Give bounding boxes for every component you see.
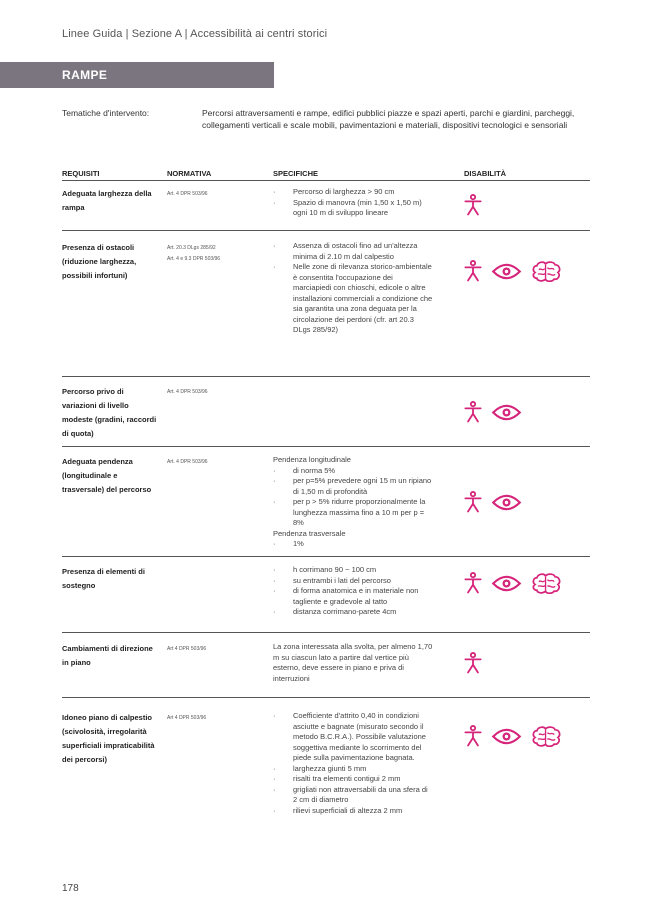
- disability-icons: [464, 194, 482, 216]
- spec-heading: Pendenza longitudinale: [273, 455, 351, 464]
- normativa: Art 4 DPR 503/96: [167, 715, 207, 721]
- disability-icons: [464, 725, 562, 747]
- spec-item: · Assenza di ostacoli fino ad un'altezza minima di 2.10 m dal calpestio: [273, 241, 433, 262]
- eye-icon: [491, 727, 522, 746]
- requisito: Adeguata larghezza della rampa: [62, 189, 152, 212]
- spec-item: · per p=5% prevedere ogni 15 m un ripiano di 1,50 m di profondità: [273, 476, 433, 497]
- specifiche: [273, 711, 433, 816]
- row-divider: [62, 446, 590, 447]
- specifiche: [273, 455, 433, 550]
- specifiche: [273, 187, 433, 219]
- person-icon: [464, 652, 482, 674]
- spec-item: · Coefficiente d'attrito 0,40 in condizioni asciutte e bagnate (misurato secondo il metodo B.C.R.A.). Possibile valutazione soggettiva mediante lo scorrimento del piede sulla pavimentazione bagnata.: [273, 711, 433, 764]
- requisito: Idoneo piano di calpestio (scivolosità, irregolarità superficiali impraticabilità dei percorsi): [62, 713, 155, 764]
- person-icon: [464, 401, 482, 423]
- row-divider: [62, 697, 590, 698]
- normativa: Art. 4 DPR 503/96: [167, 459, 208, 465]
- table-row: [62, 455, 590, 557]
- page-number: 178: [62, 883, 79, 894]
- brain-icon: [531, 573, 562, 594]
- spec-item: · Nelle zone di rilevanza storico-ambientale è consentita l'occupazione dei marciapiedi con chioschi, edicole o altre installazioni commerciali a condizione che sia garantita una zona deguata per la circolazione dei perdoni (cfr. art 20.3 DLgs 285/92): [273, 262, 433, 336]
- eye-icon: [491, 493, 522, 512]
- disability-icons: [464, 401, 522, 423]
- eye-icon: [491, 574, 522, 593]
- eye-icon: [491, 262, 522, 281]
- requisito: Presenza di elementi di sostegno: [62, 567, 145, 590]
- disability-icons: [464, 572, 562, 594]
- specifiche: La zona interessata alla svolta, per almeno 1,70 m su ciascun lato a partire dal vertice più esterno, deve essere in piano e priva di interruzioni: [273, 642, 433, 683]
- header-rule: [62, 180, 590, 181]
- normativa: Art. 4 DPR 503/96: [167, 389, 208, 395]
- table-row: [62, 241, 590, 377]
- person-icon: [464, 194, 482, 216]
- person-icon: [464, 260, 482, 282]
- topics-label: Tematiche d'intervento:: [62, 108, 150, 118]
- requisito: Percorso privo di variazioni di livello modeste (gradini, raccordi di quota): [62, 387, 157, 438]
- spec-item: · rilievi superficiali di altezza 2 mm: [273, 806, 433, 817]
- normativa: Art. 20.3 DLgs 285/92 Art. 4 e 9.3 DPR 503/96: [167, 245, 221, 262]
- spec-item: · Spazio di manovra (min 1,50 x 1,50 m) ogni 10 m di sviluppo lineare: [273, 198, 433, 219]
- row-divider: [62, 230, 590, 231]
- spec-item: · di norma 5%: [273, 466, 433, 477]
- requisito: Presenza di ostacoli (riduzione larghezza, possibili infortuni): [62, 243, 137, 280]
- section-title: RAMPE: [62, 68, 108, 82]
- spec-item: · 1%: [273, 539, 433, 550]
- section-band: [0, 62, 274, 88]
- eye-icon: [491, 403, 522, 422]
- spec-item: · di forma anatomica e in materiale non tagliente e gradevole al tatto: [273, 586, 433, 607]
- person-icon: [464, 572, 482, 594]
- spec-item: · Percorso di larghezza > 90 cm: [273, 187, 433, 198]
- requisito: Cambiamenti di direzione in piano: [62, 644, 153, 667]
- disability-icons: [464, 260, 562, 282]
- disability-icons: [464, 491, 522, 513]
- table-row: [62, 642, 590, 698]
- table-row: [62, 385, 590, 447]
- spec-item: · su entrambi i lati del percorso: [273, 576, 433, 587]
- specifiche: [273, 241, 433, 336]
- specifiche: [273, 565, 433, 618]
- spec-item: · distanza corrimano-parete 4cm: [273, 607, 433, 618]
- requisito: Adeguata pendenza (longitudinale e trasversale) del percorso: [62, 457, 152, 494]
- table-row: [62, 565, 590, 633]
- col-header-disabilita: DISABILITÀ: [464, 169, 507, 178]
- normativa: Art. 4 DPR 503/96: [167, 191, 208, 197]
- spec-item: · grigliati non attraversabili da una sfera di 2 cm di diametro: [273, 785, 433, 806]
- table-row: [62, 711, 590, 851]
- brain-icon: [531, 261, 562, 282]
- col-header-normativa: NORMATIVA: [167, 169, 212, 178]
- spec-item: · risalti tra elementi contigui 2 mm: [273, 774, 433, 785]
- col-header-requisiti: REQUISITI: [62, 169, 100, 178]
- person-icon: [464, 725, 482, 747]
- spec-item: · per p > 5% ridurre proporzionalmente la lunghezza massima fino a 10 m per p = 8%: [273, 497, 433, 529]
- running-header: Linee Guida | Sezione A | Accessibilità ai centri storici: [62, 28, 328, 40]
- spec-item: · larghezza giunti 5 mm: [273, 764, 433, 775]
- brain-icon: [531, 726, 562, 747]
- col-header-specifiche: SPECIFICHE: [273, 169, 319, 178]
- spec-heading: Pendenza trasversale: [273, 528, 346, 538]
- row-divider: [62, 632, 590, 633]
- normativa: Art 4 DPR 503/96: [167, 646, 207, 652]
- topics-text: Percorsi attraversamenti e rampe, edifici pubblici piazze e spazi aperti, parchi e giardini, parcheggi, collegamenti verticali e scale mobili, pavimentazioni e materiali, dispositivi tecnologici e sensoriali: [202, 108, 575, 130]
- row-divider: [62, 556, 590, 557]
- person-icon: [464, 491, 482, 513]
- table-row: [62, 187, 590, 231]
- spec-item: · h corrimano 90 ~ 100 cm: [273, 565, 433, 576]
- row-divider: [62, 376, 590, 377]
- disability-icons: [464, 652, 482, 674]
